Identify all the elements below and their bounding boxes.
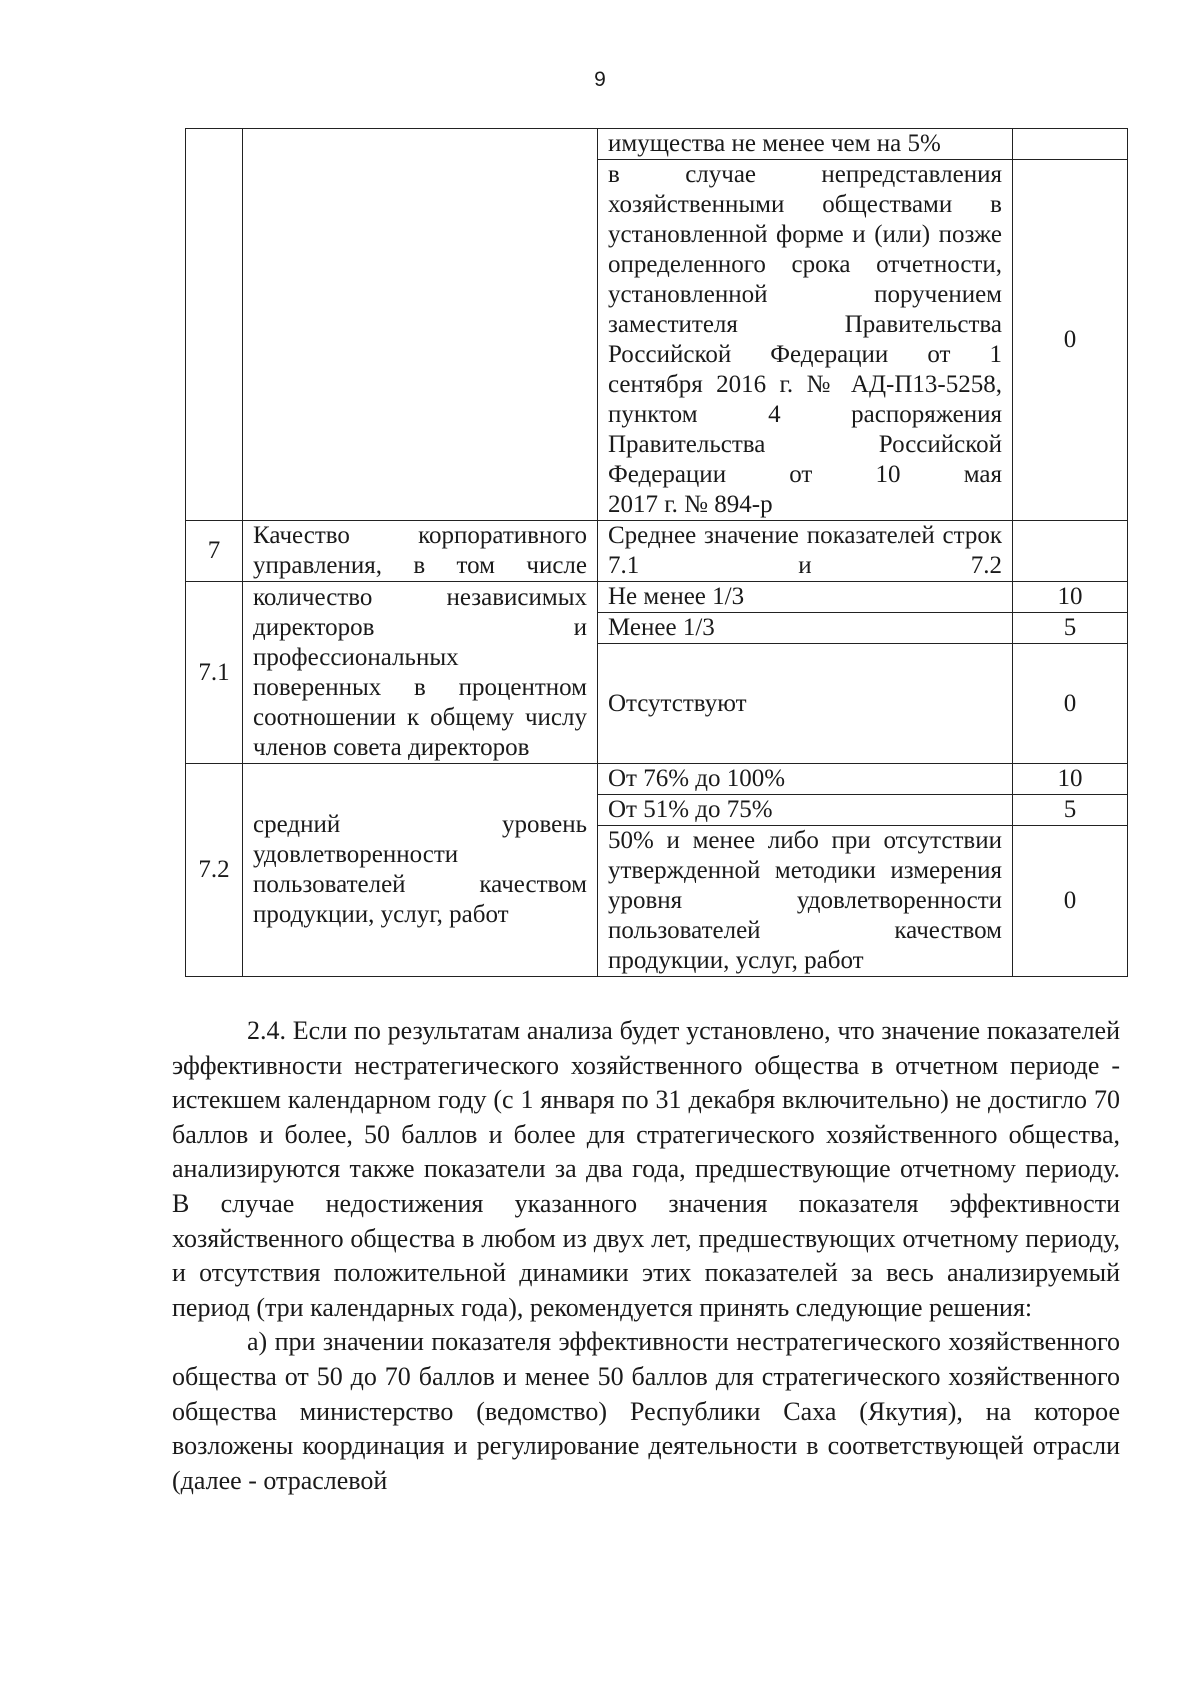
cell-name: средний уровень удовлетворенности пользователей качеством продукции, услуг, работ — [243, 764, 598, 977]
cell-condition: От 51% до 75% — [598, 795, 1013, 826]
cell-condition: 50% и менее либо при отсутствии утвержденной методики измерения уровня удовлетворенности пользователей качеством продукции, услуг, работ — [598, 826, 1013, 977]
cell-score: 0 — [1013, 160, 1128, 521]
cell-num: 7.1 — [186, 582, 243, 764]
cell-num-cont — [186, 129, 243, 521]
cell-condition: Не менее 1/3 — [598, 582, 1013, 613]
cell-condition: имущества не менее чем на 5% — [598, 129, 1013, 160]
table-row — [186, 521, 1128, 582]
cell-score — [1013, 521, 1128, 582]
paragraph: а) при значении показателя эффективности нестратегического хозяйственного общества от 50 до 70 баллов и менее 50 баллов для стратегического хозяйственного общества министерство (ведомство) Республики Саха (Якутия), на которое возложены координация и регулирование деятельности в соответствующей отрасли (далее - отраслевой — [172, 1327, 1120, 1495]
paragraph: 2.4. Если по результатам анализа будет установлено, что значение показателей эффективности нестратегического хозяйственного общества в отчетном периоде - истекшем календарном году (с 1 января по 31 декабря включительно) не достигло 70 баллов и более, 50 баллов и более для стратегического хозяйственного общества, анализируются также показатели за два года, предшествующие отчетному периоду. В случае недостижения указанного значения показателя эффективности хозяйственного общества в любом из двух лет, предшествующих отчетному периоду, и отсутствия положительной динамики этих показателей за весь анализируемый период (три календарных года), рекомендуется принять следующие решения: — [172, 1016, 1120, 1322]
cell-score — [1013, 129, 1128, 160]
cell-condition: в случае непредставления хозяйственными обществами в установленной форме и (или) позже определенного срока отчетности, установленной поручением заместителя Правительства Российской Федерации от 1 сентября 2016 г. № АД-П13-5258, пунктом 4 распоряжения Правительства Российской Федерации от 10 мая 2017 г. № 894-р — [598, 160, 1013, 521]
cell-name: Качество корпоративного управления, в том числе — [243, 521, 598, 582]
cell-score: 10 — [1013, 764, 1128, 795]
cell-score: 10 — [1013, 582, 1128, 613]
cell-num: 7.2 — [186, 764, 243, 977]
table-row — [186, 129, 1128, 160]
cell-score: 5 — [1013, 795, 1128, 826]
body-text — [172, 1014, 1120, 1498]
cell-condition: От 76% до 100% — [598, 764, 1013, 795]
table-row — [186, 582, 1128, 613]
criteria-table — [185, 128, 1128, 977]
cell-condition: Среднее значение показателей строк 7.1 и 7.2 — [598, 521, 1013, 582]
cell-condition: Менее 1/3 — [598, 613, 1013, 644]
page-number: 9 — [594, 68, 606, 91]
cell-condition: Отсутствуют — [598, 644, 1013, 764]
cell-score: 0 — [1013, 644, 1128, 764]
table-row — [186, 764, 1128, 795]
cell-name-cont — [243, 129, 598, 521]
cell-score: 5 — [1013, 613, 1128, 644]
cell-name: количество независимых директоров и профессиональных поверенных в процентном соотношении к общему числу членов совета директоров — [243, 582, 598, 764]
cell-num: 7 — [186, 521, 243, 582]
cell-score: 0 — [1013, 826, 1128, 977]
